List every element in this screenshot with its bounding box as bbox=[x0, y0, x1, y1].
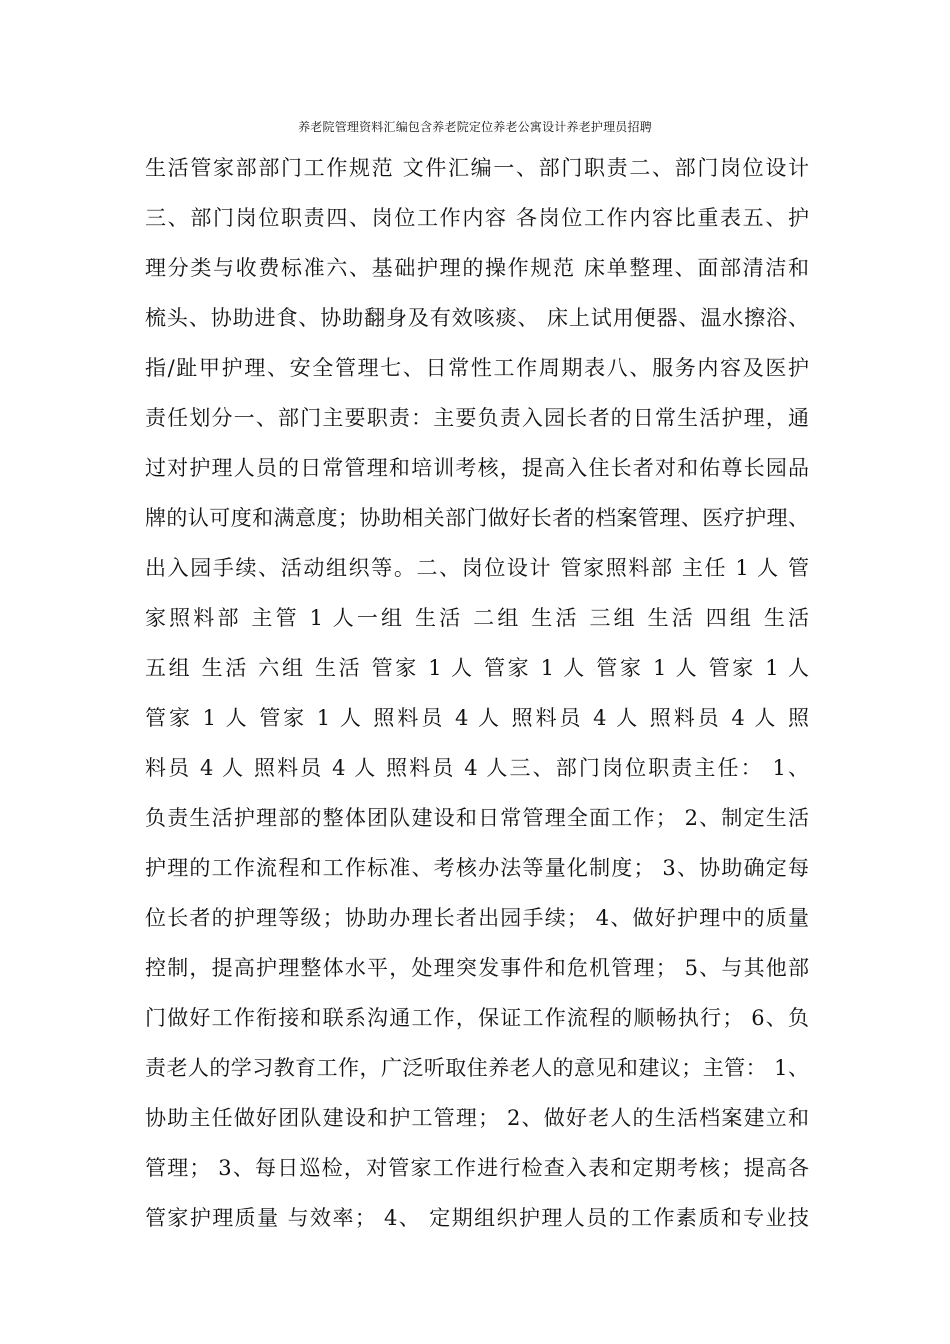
text-line: 协助主任做好团队建设和护工管理； 2、做好老人的生活档案建立和 bbox=[145, 1106, 809, 1130]
text-line: 管理； 3、每日巡检，对管家工作进行检查入表和定期考核；提高各 bbox=[145, 1156, 809, 1180]
text-line: 三、部门岗位职责四、岗位工作内容 各岗位工作内容比重表五、护 bbox=[145, 206, 809, 230]
text-line: 梳头、协助进食、协助翻身及有效咳痰、 床上试用便器、温水擦浴、 bbox=[145, 306, 809, 330]
text-line: 门做好工作衔接和联系沟通工作，保证工作流程的顺畅执行； 6、负 bbox=[145, 1006, 809, 1030]
text-line: 家照料部 主管 1 人一组 生活 二组 生活 三组 生活 四组 生活 bbox=[145, 606, 809, 630]
page-header: 养老院管理资料汇编包含养老院定位养老公寓设计养老护理员招聘 bbox=[298, 120, 652, 134]
text-line: 责老人的学习教育工作，广泛听取住养老人的意见和建议；主管： 1、 bbox=[145, 1056, 809, 1080]
text-line: 料员 4 人 照料员 4 人 照料员 4 人三、部门岗位职责主任： 1、 bbox=[145, 756, 809, 780]
text-line: 管家护理质量 与效率； 4、 定期组织护理人员的工作素质和专业技 bbox=[145, 1206, 809, 1230]
text-line: 负责生活护理部的整体团队建设和日常管理全面工作； 2、制定生活 bbox=[145, 806, 809, 830]
text-line: 生活管家部部门工作规范 文件汇编一、部门职责二、部门岗位设计 bbox=[145, 156, 809, 180]
text-line: 指/趾甲护理、安全管理七、日常性工作周期表八、服务内容及医护 bbox=[145, 356, 809, 380]
text-line: 责任划分一、部门主要职责：主要负责入园长者的日常生活护理，通 bbox=[145, 406, 809, 430]
text-line: 控制，提高护理整体水平，处理突发事件和危机管理； 5、与其他部 bbox=[145, 956, 809, 980]
body-text bbox=[145, 143, 809, 1243]
text-line: 出入园手续、活动组织等。二、岗位设计 管家照料部 主任 1 人 管 bbox=[145, 556, 809, 580]
text-line: 位长者的护理等级；协助办理长者出园手续； 4、做好护理中的质量 bbox=[145, 906, 809, 930]
text-line: 护理的工作流程和工作标准、考核办法等量化制度； 3、协助确定每 bbox=[145, 856, 809, 880]
text-line: 牌的认可度和满意度；协助相关部门做好长者的档案管理、医疗护理、 bbox=[145, 506, 809, 530]
text-line: 理分类与收费标准六、基础护理的操作规范 床单整理、面部清洁和 bbox=[145, 256, 809, 280]
text-line: 管家 1 人 管家 1 人 照料员 4 人 照料员 4 人 照料员 4 人 照 bbox=[145, 706, 809, 730]
text-line: 过对护理人员的日常管理和培训考核，提高入住长者对和佑尊长园品 bbox=[145, 456, 809, 480]
text-line: 五组 生活 六组 生活 管家 1 人 管家 1 人 管家 1 人 管家 1 人 bbox=[145, 656, 809, 680]
